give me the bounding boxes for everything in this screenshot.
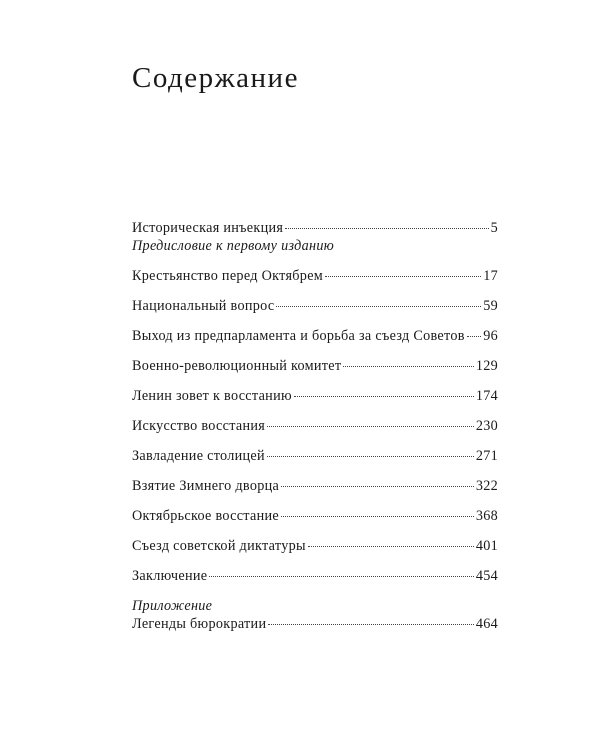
toc-entry-label: Октябрьское восстание — [132, 508, 279, 524]
toc-entry[interactable] — [132, 327, 498, 345]
dot-leader — [343, 366, 473, 367]
toc-entry-label: Историческая инъекция — [132, 220, 284, 236]
toc-entry-label: Военно-революционный комитет — [132, 358, 342, 374]
toc-entry[interactable] — [132, 447, 498, 465]
toc-entry[interactable] — [132, 219, 498, 237]
appendix-heading: Приложение — [132, 598, 213, 614]
toc-entry-page: 5 — [490, 220, 498, 236]
toc-entry-label: Крестьянство перед Октябрем — [132, 268, 324, 284]
toc-entry-page: 322 — [475, 478, 498, 494]
toc-entry-label: Ленин зовет к восстанию — [132, 388, 292, 404]
toc-entry-page: 401 — [475, 538, 498, 554]
dot-leader — [308, 546, 474, 547]
dot-leader — [294, 396, 474, 397]
toc-entry-label: Взятие Зимнего дворца — [132, 478, 280, 494]
dot-leader — [325, 276, 481, 277]
toc-entry-page: 368 — [475, 508, 498, 524]
toc-entry-page: 129 — [475, 358, 498, 374]
toc-entry-label: Заключение — [132, 568, 208, 584]
dot-leader — [467, 336, 481, 337]
dot-leader — [276, 306, 481, 307]
toc-entry[interactable] — [132, 387, 498, 405]
dot-leader — [281, 486, 474, 487]
toc-entry-page: 230 — [475, 418, 498, 434]
toc-entry[interactable] — [132, 537, 498, 555]
toc-entry[interactable] — [132, 267, 498, 285]
toc-entry-label: Выход из предпарламента и борьба за съезд Советов — [132, 328, 465, 344]
toc-entry-page: 464 — [475, 616, 498, 632]
dot-leader — [209, 576, 473, 577]
toc-entry-page: 174 — [475, 388, 498, 404]
toc-entry-label: Легенды бюрократии — [132, 616, 267, 632]
toc-entry[interactable] — [132, 357, 498, 375]
toc-entry-page: 96 — [483, 328, 498, 344]
dot-leader — [267, 456, 474, 457]
toc-entry-page: 17 — [483, 268, 498, 284]
toc-entry[interactable] — [132, 567, 498, 585]
toc-entry-page: 271 — [475, 448, 498, 464]
toc-entry-label: Национальный вопрос — [132, 298, 275, 314]
page-title: Содержание — [132, 62, 299, 94]
toc-entry-page: 59 — [483, 298, 498, 314]
toc-entry[interactable] — [132, 507, 498, 525]
dot-leader — [268, 624, 473, 625]
dot-leader — [281, 516, 474, 517]
toc-entry-label: Завладение столицей — [132, 448, 265, 464]
table-of-contents — [132, 219, 498, 645]
toc-entry-subtitle: Предисловие к первому изданию — [132, 238, 335, 254]
toc-entry[interactable] — [132, 477, 498, 495]
toc-entry-label: Искусство восстания — [132, 418, 266, 434]
toc-entry[interactable] — [132, 417, 498, 435]
dot-leader — [267, 426, 474, 427]
toc-entry-label: Съезд советской диктатуры — [132, 538, 306, 554]
toc-entry-appendix[interactable] — [132, 615, 498, 633]
dot-leader — [285, 228, 488, 229]
toc-entry[interactable] — [132, 297, 498, 315]
toc-entry-page: 454 — [475, 568, 498, 584]
